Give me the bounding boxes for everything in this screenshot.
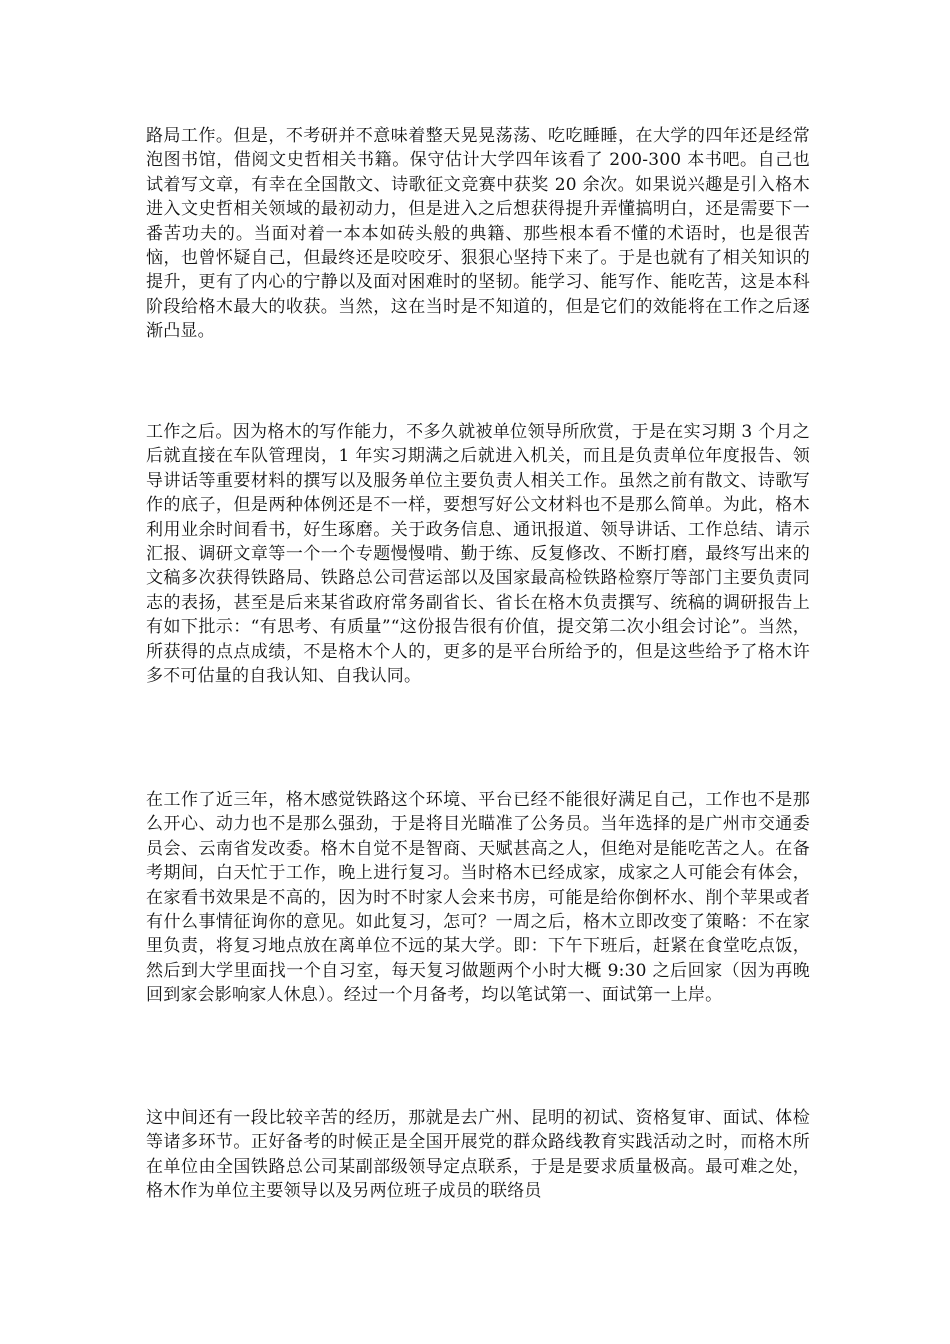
paragraph-1: 路局工作。但是，不考研并不意味着整天晃晃荡荡、吃吃睡睡，在大学的四年还是经常泡图书馆，借阅文史哲相关书籍。保守估计大学四年该看了 200-300 本书吧。自己也试着写文章，有幸在全国散文、诗歌征文竞赛中获奖 20 余次。如果说兴趣是引入格木进入文史哲相关领域的最初动力，但是进入之后想获得提升弄懂搞明白，还是需要下一番苦功夫的。当面对着一本本如砖头般的典籍、那些根本看不懂的术语时，也是很苦恼，也曾怀疑自己，但最终还是咬咬牙、狠狠心坚持下来了。于是也就有了相关知识的提升，更有了内心的宁静以及面对困难时的坚韧。能学习、能写作、能吃苦，这是本科阶段给格木最大的收获。当然，这在当时是不知道的，但是它们的效能将在工作之后逐渐凸显。	[146, 126, 810, 342]
paragraph-4: 这中间还有一段比较辛苦的经历，那就是去广州、昆明的初试、资格复审、面试、体检等诸多环节。正好备考的时候正是全国开展党的群众路线教育实践活动之时，而格木所在单位由全国铁路总公司某副部级领导定点联系，于是是要求质量极高。最可难之处，格木作为单位主要领导以及另两位班子成员的联络员	[146, 1108, 810, 1202]
paragraph-3: 在工作了近三年，格木感觉铁路这个环境、平台已经不能很好满足自己，工作也不是那么开心、动力也不是那么强劲，于是将目光瞄准了公务员。当年选择的是广州市交通委员会、云南省发改委。格木自觉不是智商、天赋甚高之人，但绝对是能吃苦之人。在备考期间，白天忙于工作，晚上进行复习。当时格木已经成家，成家之人可能会有体会，在家看书效果是不高的，因为时不时家人会来书房，可能是给你倒杯水、削个苹果或者有什么事情征询你的意见。如此复习，怎可？一周之后，格木立即改变了策略：不在家里负责，将复习地点放在离单位不远的某大学。即：下午下班后，赶紧在食堂吃点饭，然后到大学里面找一个自习室，每天复习做题两个小时大概 9:30 之后回家（因为再晚回到家会影响家人休息）。经过一个月备考，均以笔试第一、面试第一上岸。	[146, 790, 810, 1006]
paragraph-2: 工作之后。因为格木的写作能力，不多久就被单位领导所欣赏，于是在实习期 3 个月之后就直接在车队管理岗，1 年实习期满之后就进入机关，而且是负责单位年度报告、领导讲话等重要材料的撰写以及服务单位主要负责人相关工作。虽然之前有散文、诗歌写作的底子，但是两种体例还是不一样，要想写好公文材料也不是那么简单。为此，格木利用业余时间看书，好生琢磨。关于政务信息、通讯报道、领导讲话、工作总结、请示汇报、调研文章等一个一个专题慢慢啃、勤于练、反复修改、不断打磨，最终写出来的文稿多次获得铁路局、铁路总公司营运部以及国家最高检铁路检察厅等部门主要负责同志的表扬，甚至是后来某省政府常务副省长、省长在格木负责撰写、统稿的调研报告上有如下批示：“有思考、有质量”“这份报告很有价值，提交第二次小组会讨论”。当然，所获得的点点成绩，不是格木个人的，更多的是平台所给予的，但是这些给予了格木许多不可估量的自我认知、自我认同。	[146, 422, 810, 687]
